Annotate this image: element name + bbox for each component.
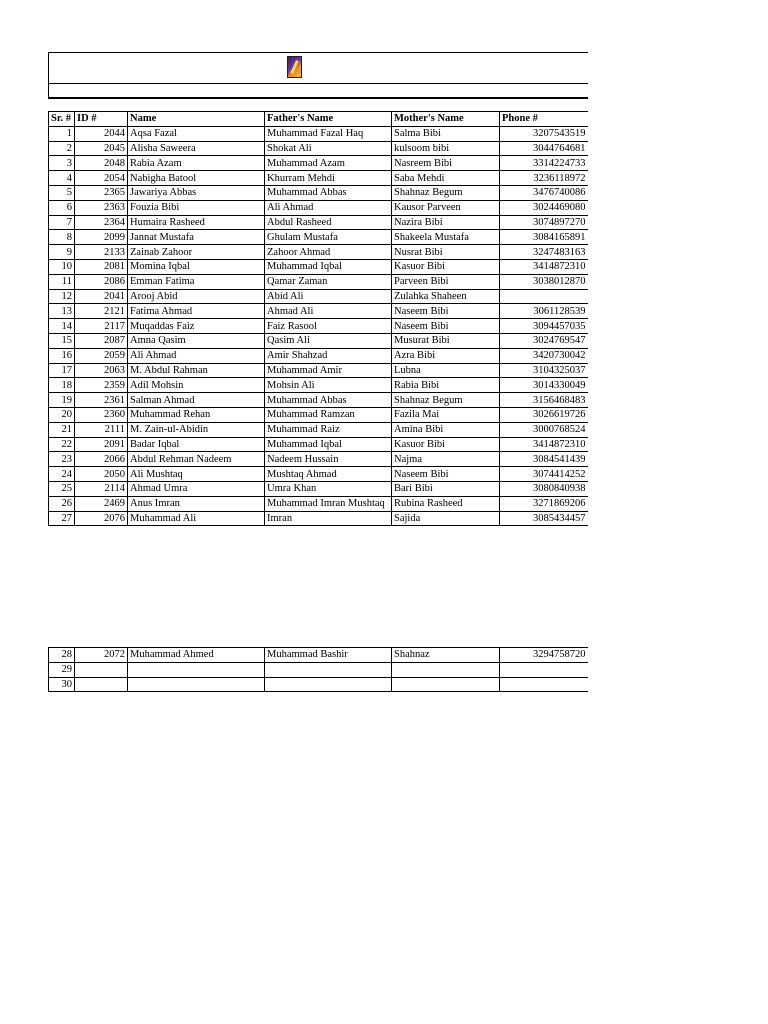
cell-sr: 15 bbox=[49, 333, 75, 348]
student-table bbox=[48, 111, 588, 526]
cell-father-name: Muhammad Bashir bbox=[265, 648, 392, 663]
col-header-sr: Sr. # bbox=[49, 112, 75, 127]
cell-phone: 3236118972 bbox=[500, 171, 588, 186]
cell-father-name: Muhammad Abbas bbox=[265, 185, 392, 200]
cell-id: 2059 bbox=[75, 348, 128, 363]
cell-sr: 25 bbox=[49, 481, 75, 496]
cell-id: 2081 bbox=[75, 259, 128, 274]
cell-sr: 16 bbox=[49, 348, 75, 363]
cell-phone: 3104325037 bbox=[500, 363, 588, 378]
table-row bbox=[49, 126, 588, 141]
cell-phone: 3271869206 bbox=[500, 496, 588, 511]
cell-sr: 12 bbox=[49, 289, 75, 304]
cell-name bbox=[128, 677, 265, 692]
cell-phone: 3094457035 bbox=[500, 319, 588, 334]
cell-sr: 17 bbox=[49, 363, 75, 378]
cell-name: Nabigha Batool bbox=[128, 171, 265, 186]
cell-father-name: Mohsin Ali bbox=[265, 378, 392, 393]
cell-phone: 3074897270 bbox=[500, 215, 588, 230]
table-row bbox=[49, 407, 588, 422]
cell-sr: 19 bbox=[49, 393, 75, 408]
cell-id: 2360 bbox=[75, 407, 128, 422]
cell-father-name: Amir Shahzad bbox=[265, 348, 392, 363]
table-row bbox=[49, 230, 588, 245]
cell-mother-name: Azra Bibi bbox=[392, 348, 500, 363]
col-header-phone: Phone # bbox=[500, 112, 588, 127]
table-row bbox=[49, 259, 588, 274]
cell-phone: 3084165891 bbox=[500, 230, 588, 245]
cell-phone: 3084541439 bbox=[500, 452, 588, 467]
cell-id: 2050 bbox=[75, 467, 128, 482]
cell-phone: 3476740086 bbox=[500, 185, 588, 200]
header-row bbox=[49, 112, 588, 127]
table-row bbox=[49, 333, 588, 348]
table-row bbox=[49, 393, 588, 408]
cell-mother-name: Rabia Bibi bbox=[392, 378, 500, 393]
cell-id: 2048 bbox=[75, 156, 128, 171]
cell-name: Jawariya Abbas bbox=[128, 185, 265, 200]
col-header-mother: Mother's Name bbox=[392, 112, 500, 127]
cell-phone: 3014330049 bbox=[500, 378, 588, 393]
cell-father-name bbox=[265, 677, 392, 692]
cell-name: Humaira Rasheed bbox=[128, 215, 265, 230]
cell-id: 2469 bbox=[75, 496, 128, 511]
cell-sr: 13 bbox=[49, 304, 75, 319]
table-row bbox=[49, 348, 588, 363]
cell-mother-name: Shahnaz Begum bbox=[392, 185, 500, 200]
cell-sr: 3 bbox=[49, 156, 75, 171]
cell-mother-name: Parveen Bibi bbox=[392, 274, 500, 289]
cell-phone: 3414872310 bbox=[500, 259, 588, 274]
cell-phone bbox=[500, 289, 588, 304]
cell-mother-name: Kasuor Bibi bbox=[392, 259, 500, 274]
cell-name: Jannat Mustafa bbox=[128, 230, 265, 245]
cell-sr: 28 bbox=[49, 648, 75, 663]
cell-father-name: Muhammad Raiz bbox=[265, 422, 392, 437]
cell-name: Emman Fatima bbox=[128, 274, 265, 289]
cell-mother-name: Lubna bbox=[392, 363, 500, 378]
cell-id: 2117 bbox=[75, 319, 128, 334]
cell-phone: 3061128539 bbox=[500, 304, 588, 319]
cell-father-name: Ahmad Ali bbox=[265, 304, 392, 319]
cell-father-name: Muhammad Iqbal bbox=[265, 259, 392, 274]
cell-sr: 30 bbox=[49, 677, 75, 692]
table-row bbox=[49, 200, 588, 215]
cell-mother-name: Nusrat Bibi bbox=[392, 245, 500, 260]
cell-sr: 4 bbox=[49, 171, 75, 186]
cell-father-name: Qamar Zaman bbox=[265, 274, 392, 289]
cell-id: 2099 bbox=[75, 230, 128, 245]
cell-phone: 3080840938 bbox=[500, 481, 588, 496]
table-row bbox=[49, 171, 588, 186]
cell-father-name: Qasim Ali bbox=[265, 333, 392, 348]
cell-id: 2066 bbox=[75, 452, 128, 467]
cell-name: Badar Iqbal bbox=[128, 437, 265, 452]
cell-mother-name: Naseem Bibi bbox=[392, 467, 500, 482]
cell-sr: 24 bbox=[49, 467, 75, 482]
cell-mother-name: Nazira Bibi bbox=[392, 215, 500, 230]
cell-mother-name: Amina Bibi bbox=[392, 422, 500, 437]
cell-name: Muhammad Ahmed bbox=[128, 648, 265, 663]
cell-id: 2044 bbox=[75, 126, 128, 141]
school-logo-icon bbox=[287, 56, 302, 78]
cell-sr: 2 bbox=[49, 141, 75, 156]
blank-header-row bbox=[49, 84, 588, 98]
cell-father-name: Muhammad Fazal Haq bbox=[265, 126, 392, 141]
cell-id: 2087 bbox=[75, 333, 128, 348]
table-row bbox=[49, 363, 588, 378]
cell-sr: 7 bbox=[49, 215, 75, 230]
cell-mother-name: Kausor Parveen bbox=[392, 200, 500, 215]
cell-father-name: Shokat Ali bbox=[265, 141, 392, 156]
table-row bbox=[49, 481, 588, 496]
table-row bbox=[49, 511, 588, 526]
cell-id bbox=[75, 677, 128, 692]
table-row bbox=[49, 496, 588, 511]
col-header-father: Father's Name bbox=[265, 112, 392, 127]
cell-id: 2365 bbox=[75, 185, 128, 200]
cell-sr: 11 bbox=[49, 274, 75, 289]
cell-name: Abdul Rehman Nadeem bbox=[128, 452, 265, 467]
cell-sr: 14 bbox=[49, 319, 75, 334]
cell-mother-name: Saba Mehdi bbox=[392, 171, 500, 186]
cell-name: Fouzia Bibi bbox=[128, 200, 265, 215]
cell-mother-name: kulsoom bibi bbox=[392, 141, 500, 156]
cell-id: 2359 bbox=[75, 378, 128, 393]
cell-id: 2363 bbox=[75, 200, 128, 215]
cell-sr: 21 bbox=[49, 422, 75, 437]
cell-sr: 27 bbox=[49, 511, 75, 526]
cell-phone: 3207543519 bbox=[500, 126, 588, 141]
table-row bbox=[49, 245, 588, 260]
cell-phone: 3314224733 bbox=[500, 156, 588, 171]
cell-id: 2054 bbox=[75, 171, 128, 186]
cell-mother-name: Sajida bbox=[392, 511, 500, 526]
student-table-continued bbox=[48, 647, 588, 692]
cell-phone: 3024469080 bbox=[500, 200, 588, 215]
cell-sr: 20 bbox=[49, 407, 75, 422]
cell-phone: 3026619726 bbox=[500, 407, 588, 422]
cell-name: Ali Mushtaq bbox=[128, 467, 265, 482]
cell-sr: 26 bbox=[49, 496, 75, 511]
table-row bbox=[49, 156, 588, 171]
cell-sr: 22 bbox=[49, 437, 75, 452]
cell-id: 2121 bbox=[75, 304, 128, 319]
col-header-name: Name bbox=[128, 112, 265, 127]
cell-name: Rabia Azam bbox=[128, 156, 265, 171]
cell-father-name: Nadeem Hussain bbox=[265, 452, 392, 467]
cell-sr: 10 bbox=[49, 259, 75, 274]
table-row bbox=[49, 141, 588, 156]
cell-phone: 3156468483 bbox=[500, 393, 588, 408]
table-row bbox=[49, 215, 588, 230]
cell-phone bbox=[500, 662, 588, 677]
cell-phone: 3420730042 bbox=[500, 348, 588, 363]
cell-father-name: Muhammad Amir bbox=[265, 363, 392, 378]
cell-id: 2111 bbox=[75, 422, 128, 437]
table-row bbox=[49, 185, 588, 200]
cell-id: 2072 bbox=[75, 648, 128, 663]
cell-id: 2045 bbox=[75, 141, 128, 156]
cell-phone: 3024769547 bbox=[500, 333, 588, 348]
cell-id: 2361 bbox=[75, 393, 128, 408]
cell-sr: 18 bbox=[49, 378, 75, 393]
cell-father-name: Mushtaq Ahmad bbox=[265, 467, 392, 482]
cell-father-name: Abid Ali bbox=[265, 289, 392, 304]
cell-sr: 29 bbox=[49, 662, 75, 677]
cell-mother-name: Shakeela Mustafa bbox=[392, 230, 500, 245]
cell-sr: 8 bbox=[49, 230, 75, 245]
cell-phone: 3414872310 bbox=[500, 437, 588, 452]
table-row bbox=[49, 648, 588, 663]
cell-id: 2364 bbox=[75, 215, 128, 230]
cell-name: Alisha Saweera bbox=[128, 141, 265, 156]
cell-father-name: Muhammad Abbas bbox=[265, 393, 392, 408]
cell-mother-name: Nasreem Bibi bbox=[392, 156, 500, 171]
cell-name: M. Zain-ul-Abidin bbox=[128, 422, 265, 437]
cell-mother-name bbox=[392, 677, 500, 692]
cell-id: 2076 bbox=[75, 511, 128, 526]
cell-mother-name: Naseem Bibi bbox=[392, 304, 500, 319]
cell-father-name: Muhammad Ramzan bbox=[265, 407, 392, 422]
cell-father-name bbox=[265, 662, 392, 677]
cell-sr: 6 bbox=[49, 200, 75, 215]
cell-name: Ahmad Umra bbox=[128, 481, 265, 496]
cell-father-name: Muhammad Iqbal bbox=[265, 437, 392, 452]
cell-name: Zainab Zahoor bbox=[128, 245, 265, 260]
cell-id: 2063 bbox=[75, 363, 128, 378]
cell-name bbox=[128, 662, 265, 677]
cell-name: Adil Mohsin bbox=[128, 378, 265, 393]
cell-mother-name bbox=[392, 662, 500, 677]
cell-mother-name: Bari Bibi bbox=[392, 481, 500, 496]
cell-mother-name: Shahnaz bbox=[392, 648, 500, 663]
table-row bbox=[49, 677, 588, 692]
cell-id: 2086 bbox=[75, 274, 128, 289]
cell-name: Anus Imran bbox=[128, 496, 265, 511]
cell-father-name: Abdul Rasheed bbox=[265, 215, 392, 230]
cell-father-name: Muhammad Azam bbox=[265, 156, 392, 171]
cell-mother-name: Salma Bibi bbox=[392, 126, 500, 141]
cell-father-name: Umra Khan bbox=[265, 481, 392, 496]
sheet-header bbox=[48, 52, 588, 99]
cell-id: 2133 bbox=[75, 245, 128, 260]
cell-name: Muqaddas Faiz bbox=[128, 319, 265, 334]
cell-phone: 3294758720 bbox=[500, 648, 588, 663]
table-row bbox=[49, 289, 588, 304]
cell-father-name: Faiz Rasool bbox=[265, 319, 392, 334]
cell-father-name: Zahoor Ahmad bbox=[265, 245, 392, 260]
cell-name: Amna Qasim bbox=[128, 333, 265, 348]
table-row bbox=[49, 304, 588, 319]
cell-mother-name: Kasuor Bibi bbox=[392, 437, 500, 452]
cell-sr: 1 bbox=[49, 126, 75, 141]
cell-father-name: Imran bbox=[265, 511, 392, 526]
col-header-id: ID # bbox=[75, 112, 128, 127]
table-row bbox=[49, 319, 588, 334]
cell-mother-name: Musurat Bibi bbox=[392, 333, 500, 348]
cell-phone: 3074414252 bbox=[500, 467, 588, 482]
cell-father-name: Ali Ahmad bbox=[265, 200, 392, 215]
cell-name: Ali Ahmad bbox=[128, 348, 265, 363]
cell-phone: 3044764681 bbox=[500, 141, 588, 156]
cell-id bbox=[75, 662, 128, 677]
cell-mother-name: Najma bbox=[392, 452, 500, 467]
cell-name: Salman Ahmad bbox=[128, 393, 265, 408]
cell-father-name: Muhammad Imran Mushtaq bbox=[265, 496, 392, 511]
cell-id: 2114 bbox=[75, 481, 128, 496]
table-row bbox=[49, 662, 588, 677]
cell-name: Muhammad Rehan bbox=[128, 407, 265, 422]
cell-phone: 3000768524 bbox=[500, 422, 588, 437]
cell-mother-name: Rubina Rasheed bbox=[392, 496, 500, 511]
cell-father-name: Khurram Mehdi bbox=[265, 171, 392, 186]
cell-mother-name: Naseem Bibi bbox=[392, 319, 500, 334]
table-row bbox=[49, 452, 588, 467]
cell-phone: 3038012870 bbox=[500, 274, 588, 289]
table-row bbox=[49, 422, 588, 437]
cell-name: M. Abdul Rahman bbox=[128, 363, 265, 378]
cell-sr: 5 bbox=[49, 185, 75, 200]
table-row bbox=[49, 437, 588, 452]
cell-sr: 9 bbox=[49, 245, 75, 260]
cell-phone: 3085434457 bbox=[500, 511, 588, 526]
cell-name: Arooj Abid bbox=[128, 289, 265, 304]
cell-mother-name: Zulahka Shaheen bbox=[392, 289, 500, 304]
cell-sr: 23 bbox=[49, 452, 75, 467]
cell-name: Momina Iqbal bbox=[128, 259, 265, 274]
header-box bbox=[48, 52, 588, 99]
cell-name: Fatima Ahmad bbox=[128, 304, 265, 319]
cell-name: Aqsa Fazal bbox=[128, 126, 265, 141]
cell-phone bbox=[500, 677, 588, 692]
table-row bbox=[49, 378, 588, 393]
table-row bbox=[49, 467, 588, 482]
logo-row bbox=[49, 53, 588, 84]
cell-id: 2091 bbox=[75, 437, 128, 452]
cell-id: 2041 bbox=[75, 289, 128, 304]
cell-mother-name: Fazila Mai bbox=[392, 407, 500, 422]
table-row bbox=[49, 274, 588, 289]
cell-name: Muhammad Ali bbox=[128, 511, 265, 526]
cell-phone: 3247483163 bbox=[500, 245, 588, 260]
cell-father-name: Ghulam Mustafa bbox=[265, 230, 392, 245]
cell-mother-name: Shahnaz Begum bbox=[392, 393, 500, 408]
